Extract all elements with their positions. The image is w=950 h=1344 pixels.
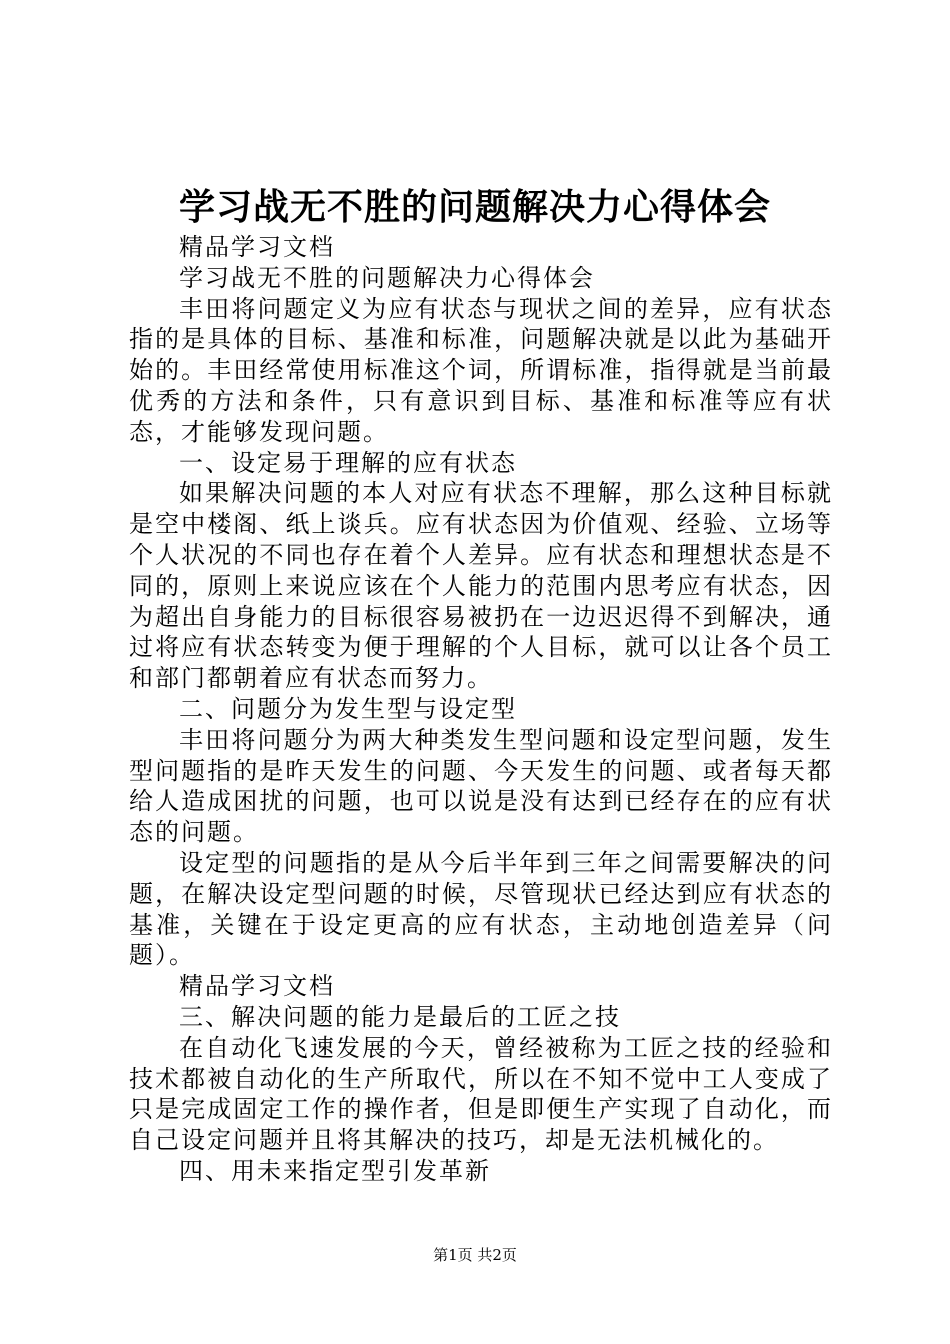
intro-paragraph: 丰田将问题定义为应有状态与现状之间的差异，应有状态指的是具体的目标、基准和标准，问题解决就是以此为基础开始的。丰田经常使用标准这个词，所谓标准，指得就是当前最优秀的方法和条件，只有意识到目标、基准和标准等应有状态，才能够发现问题。 — [129, 294, 833, 446]
section-heading-1: 一、设定易于理解的应有状态 — [179, 448, 517, 477]
section-heading-3: 三、解决问题的能力是最后的工匠之技 — [179, 1002, 621, 1031]
page-footer: 第1页 共2页 — [433, 1246, 517, 1264]
document-title: 学习战无不胜的问题解决力心得体会 — [178, 187, 771, 228]
section-heading-4: 四、用未来指定型引发革新 — [179, 1156, 491, 1185]
section-1-paragraph: 如果解决问题的本人对应有状态不理解，那么这种目标就是空中楼阁、纸上谈兵。应有状态因为价值观、经验、立场等个人状况的不同也存在着个人差异。应有状态和理想状态是不同的，原则上来说应该在个人能力的范围内思考应有状态，因为超出自身能力的目标很容易被扔在一边迟迟得不到解决，通过将应有状态转变为便于理解的个人目标，就可以让各个员工和部门都朝着应有状态而努力。 — [129, 479, 833, 693]
header-note: 精品学习文档 — [179, 233, 335, 261]
section-2-paragraph-1: 丰田将问题分为两大种类发生型问题和设定型问题，发生型问题指的是昨天发生的问题、今天发生的问题、或者每天都给人造成困扰的问题，也可以说是没有达到已经存在的应有状态的问题。 — [129, 725, 833, 847]
document-body — [129, 232, 833, 1187]
section-3-paragraph: 在自动化飞速发展的今天，曾经被称为工匠之技的经验和技术都被自动化的生产所取代，所以在不知不觉中工人变成了只是完成固定工作的操作者，但是即便生产实现了自动化，而自己设定问题并且将其解决的技巧，却是无法机械化的。 — [129, 1033, 833, 1155]
watermark-note: 精品学习文档 — [179, 972, 335, 1001]
section-heading-2: 二、问题分为发生型与设定型 — [179, 694, 517, 723]
section-2-paragraph-2: 设定型的问题指的是从今后半年到三年之间需要解决的问题，在解决设定型问题的时候，尽管现状已经达到应有状态的基准，关键在于设定更高的应有状态，主动地创造差异（问题）。 — [129, 848, 833, 970]
subtitle-paragraph: 学习战无不胜的问题解决力心得体会 — [179, 263, 595, 292]
